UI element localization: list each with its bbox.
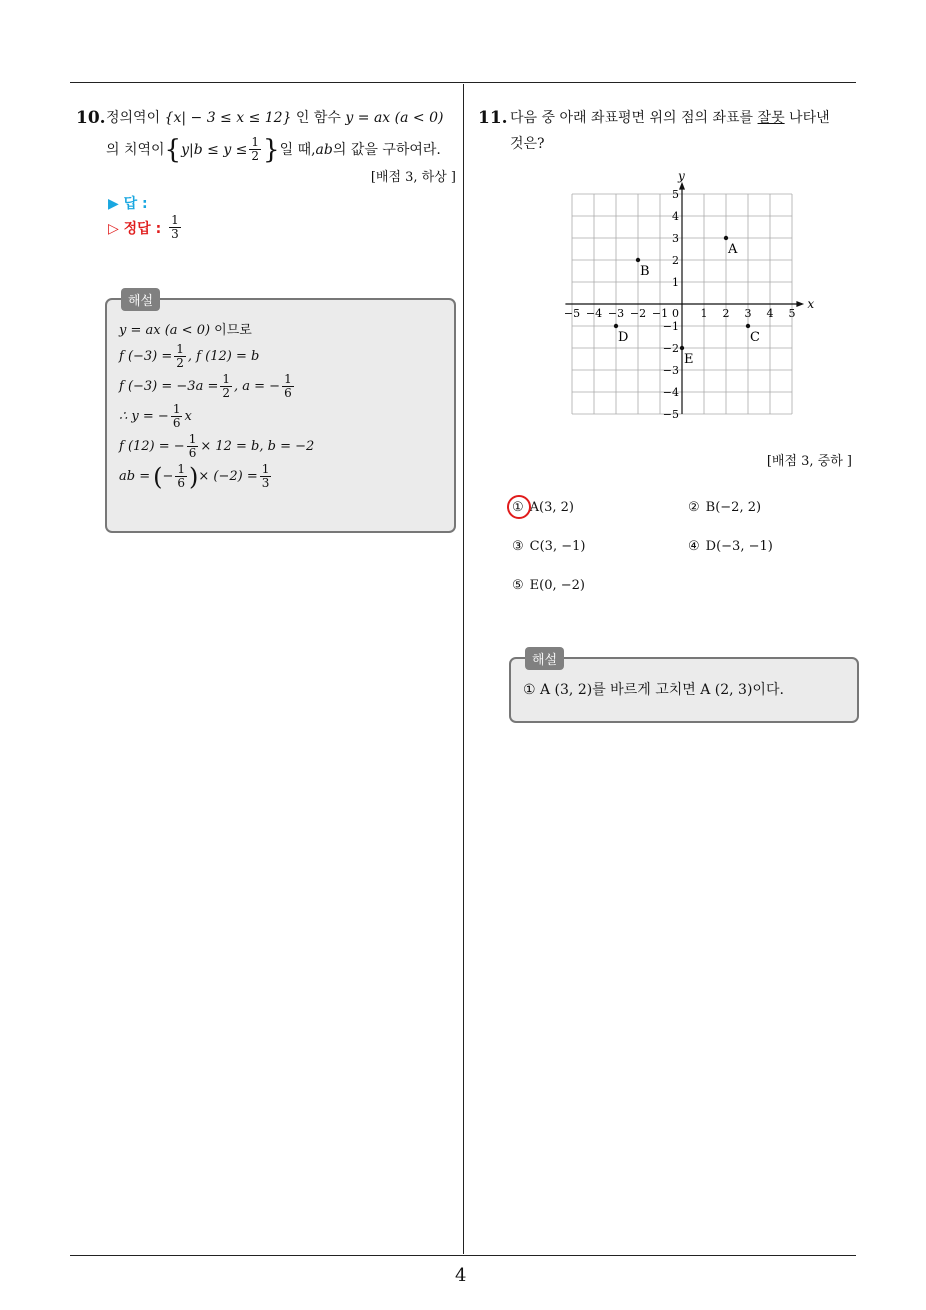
origin-label: 0	[672, 307, 679, 320]
score-label: [배점 3, 중하 ]	[766, 454, 852, 469]
solution-line: ab = ( − $\frac{1}{6}$ ) × (−2) = $\frac{1}{3}$	[119, 462, 270, 491]
top-rule	[70, 82, 856, 83]
choice-3[interactable]	[512, 539, 585, 554]
point-label-b: B	[640, 264, 650, 279]
solution-line: f (−3) = $\frac{1}{2}$ , f (12) = b	[119, 342, 260, 370]
y-tick-label: 2	[672, 254, 679, 267]
point-a	[724, 236, 728, 240]
answer-label: ▶ 답 :	[108, 196, 148, 212]
choice-4[interactable]	[688, 539, 773, 554]
solution-box-10	[105, 294, 456, 533]
y-tick-label: 4	[672, 210, 679, 223]
solution-text: ① A (3, 2)를 바르게 고치면 A (2, 3)이다.	[523, 682, 784, 698]
fraction: $\frac{1}{2}$	[251, 135, 260, 163]
solution-tag: 해설	[121, 288, 160, 311]
choice-5[interactable]	[512, 578, 585, 593]
choice-text: C(3, −1)	[529, 539, 586, 554]
y-tick-label: 1	[672, 276, 679, 289]
question-number: 10.	[76, 108, 106, 128]
selected-circle-icon	[507, 495, 531, 519]
page-number: 4	[455, 1265, 467, 1286]
choice-1[interactable]	[512, 500, 574, 515]
choice-mark: ⑤	[512, 578, 524, 593]
y-tick-label: −5	[662, 408, 679, 421]
bottom-rule	[70, 1255, 856, 1256]
choice-text: A(3, 2)	[529, 500, 574, 515]
correct-fraction: $\frac{1}{3}$	[171, 213, 179, 241]
point-e	[680, 346, 684, 350]
point-c	[746, 324, 750, 328]
point-label-d: D	[618, 330, 629, 345]
x-tick-label: 1	[700, 307, 708, 320]
question-line-1: 다음 중 아래 좌표평면 위의 점의 좌표를 잘못 나타낸	[510, 110, 830, 126]
choice-text: B(−2, 2)	[705, 500, 762, 515]
x-tick-label: −2	[629, 307, 647, 320]
point-label-a: A	[728, 242, 738, 257]
x-tick-label: −4	[585, 307, 603, 320]
y-axis-arrow	[679, 182, 685, 190]
choice-text: D(−3, −1)	[705, 539, 773, 554]
x-tick-label: −1	[651, 307, 669, 320]
y-tick-label: 5	[672, 188, 679, 201]
solution-tag: 해설	[525, 647, 564, 670]
solution-line: y = ax (a < 0) 이므로	[119, 323, 252, 338]
score-label: [배점 3, 하상 ]	[370, 170, 456, 185]
x-tick-label: 5	[788, 307, 796, 320]
point-b	[636, 258, 640, 262]
solution-line: f (−3) = −3a = $\frac{1}{2}$ , a = − $\frac{1}{6}$	[119, 372, 292, 400]
question-line-2: 의 치역이 { y|b ≤ y ≤ $\frac{1}{2}$ } 일 때, ab 의 값을 구하여라.	[106, 134, 441, 165]
choice-mark: ①	[512, 500, 524, 515]
question-line-2: 것은?	[510, 136, 545, 152]
coordinate-plane	[555, 170, 815, 430]
axes	[565, 170, 814, 414]
y-tick-label: −1	[662, 320, 679, 333]
choice-text: E(0, −2)	[529, 578, 585, 593]
point-label-c: C	[750, 330, 760, 345]
brace-open: {	[164, 134, 182, 165]
y-tick-label: −3	[662, 364, 679, 377]
x-tick-label: −3	[607, 307, 625, 320]
question-number: 11.	[478, 108, 508, 128]
x-tick-label: 2	[722, 307, 730, 320]
solution-line: f (12) = − $\frac{1}{6}$ × 12 = b, b = −2	[119, 432, 315, 460]
brace-close: }	[263, 134, 280, 165]
y-tick-label: −2	[662, 342, 679, 355]
point-label-e: E	[684, 352, 694, 367]
choice-mark: ②	[688, 500, 700, 515]
plotted-points	[614, 236, 760, 367]
x-tick-label: 4	[766, 307, 774, 320]
y-tick-label: 3	[672, 232, 679, 245]
solution-line: ∴ y = − $\frac{1}{6}$ x	[119, 402, 192, 430]
y-tick-label: −4	[662, 386, 679, 399]
x-axis-label: x	[807, 297, 815, 311]
column-divider	[463, 84, 464, 1254]
solution-content	[119, 322, 314, 490]
point-d	[614, 324, 618, 328]
question-line-1: 정의역이 {x| − 3 ≤ x ≤ 12} 인 함수 y = ax (a < 0)	[106, 110, 444, 126]
y-axis-label: y	[678, 170, 685, 183]
correct-answer: ▷ 정답 : $\frac{1}{3}$	[108, 213, 179, 241]
choice-mark: ④	[688, 539, 700, 554]
solution-box-11	[509, 653, 859, 723]
x-axis-arrow	[796, 301, 804, 307]
choice-2[interactable]	[688, 500, 761, 515]
choice-mark: ③	[512, 539, 524, 554]
x-tick-label: −5	[563, 307, 581, 320]
x-tick-label: 3	[744, 307, 752, 320]
